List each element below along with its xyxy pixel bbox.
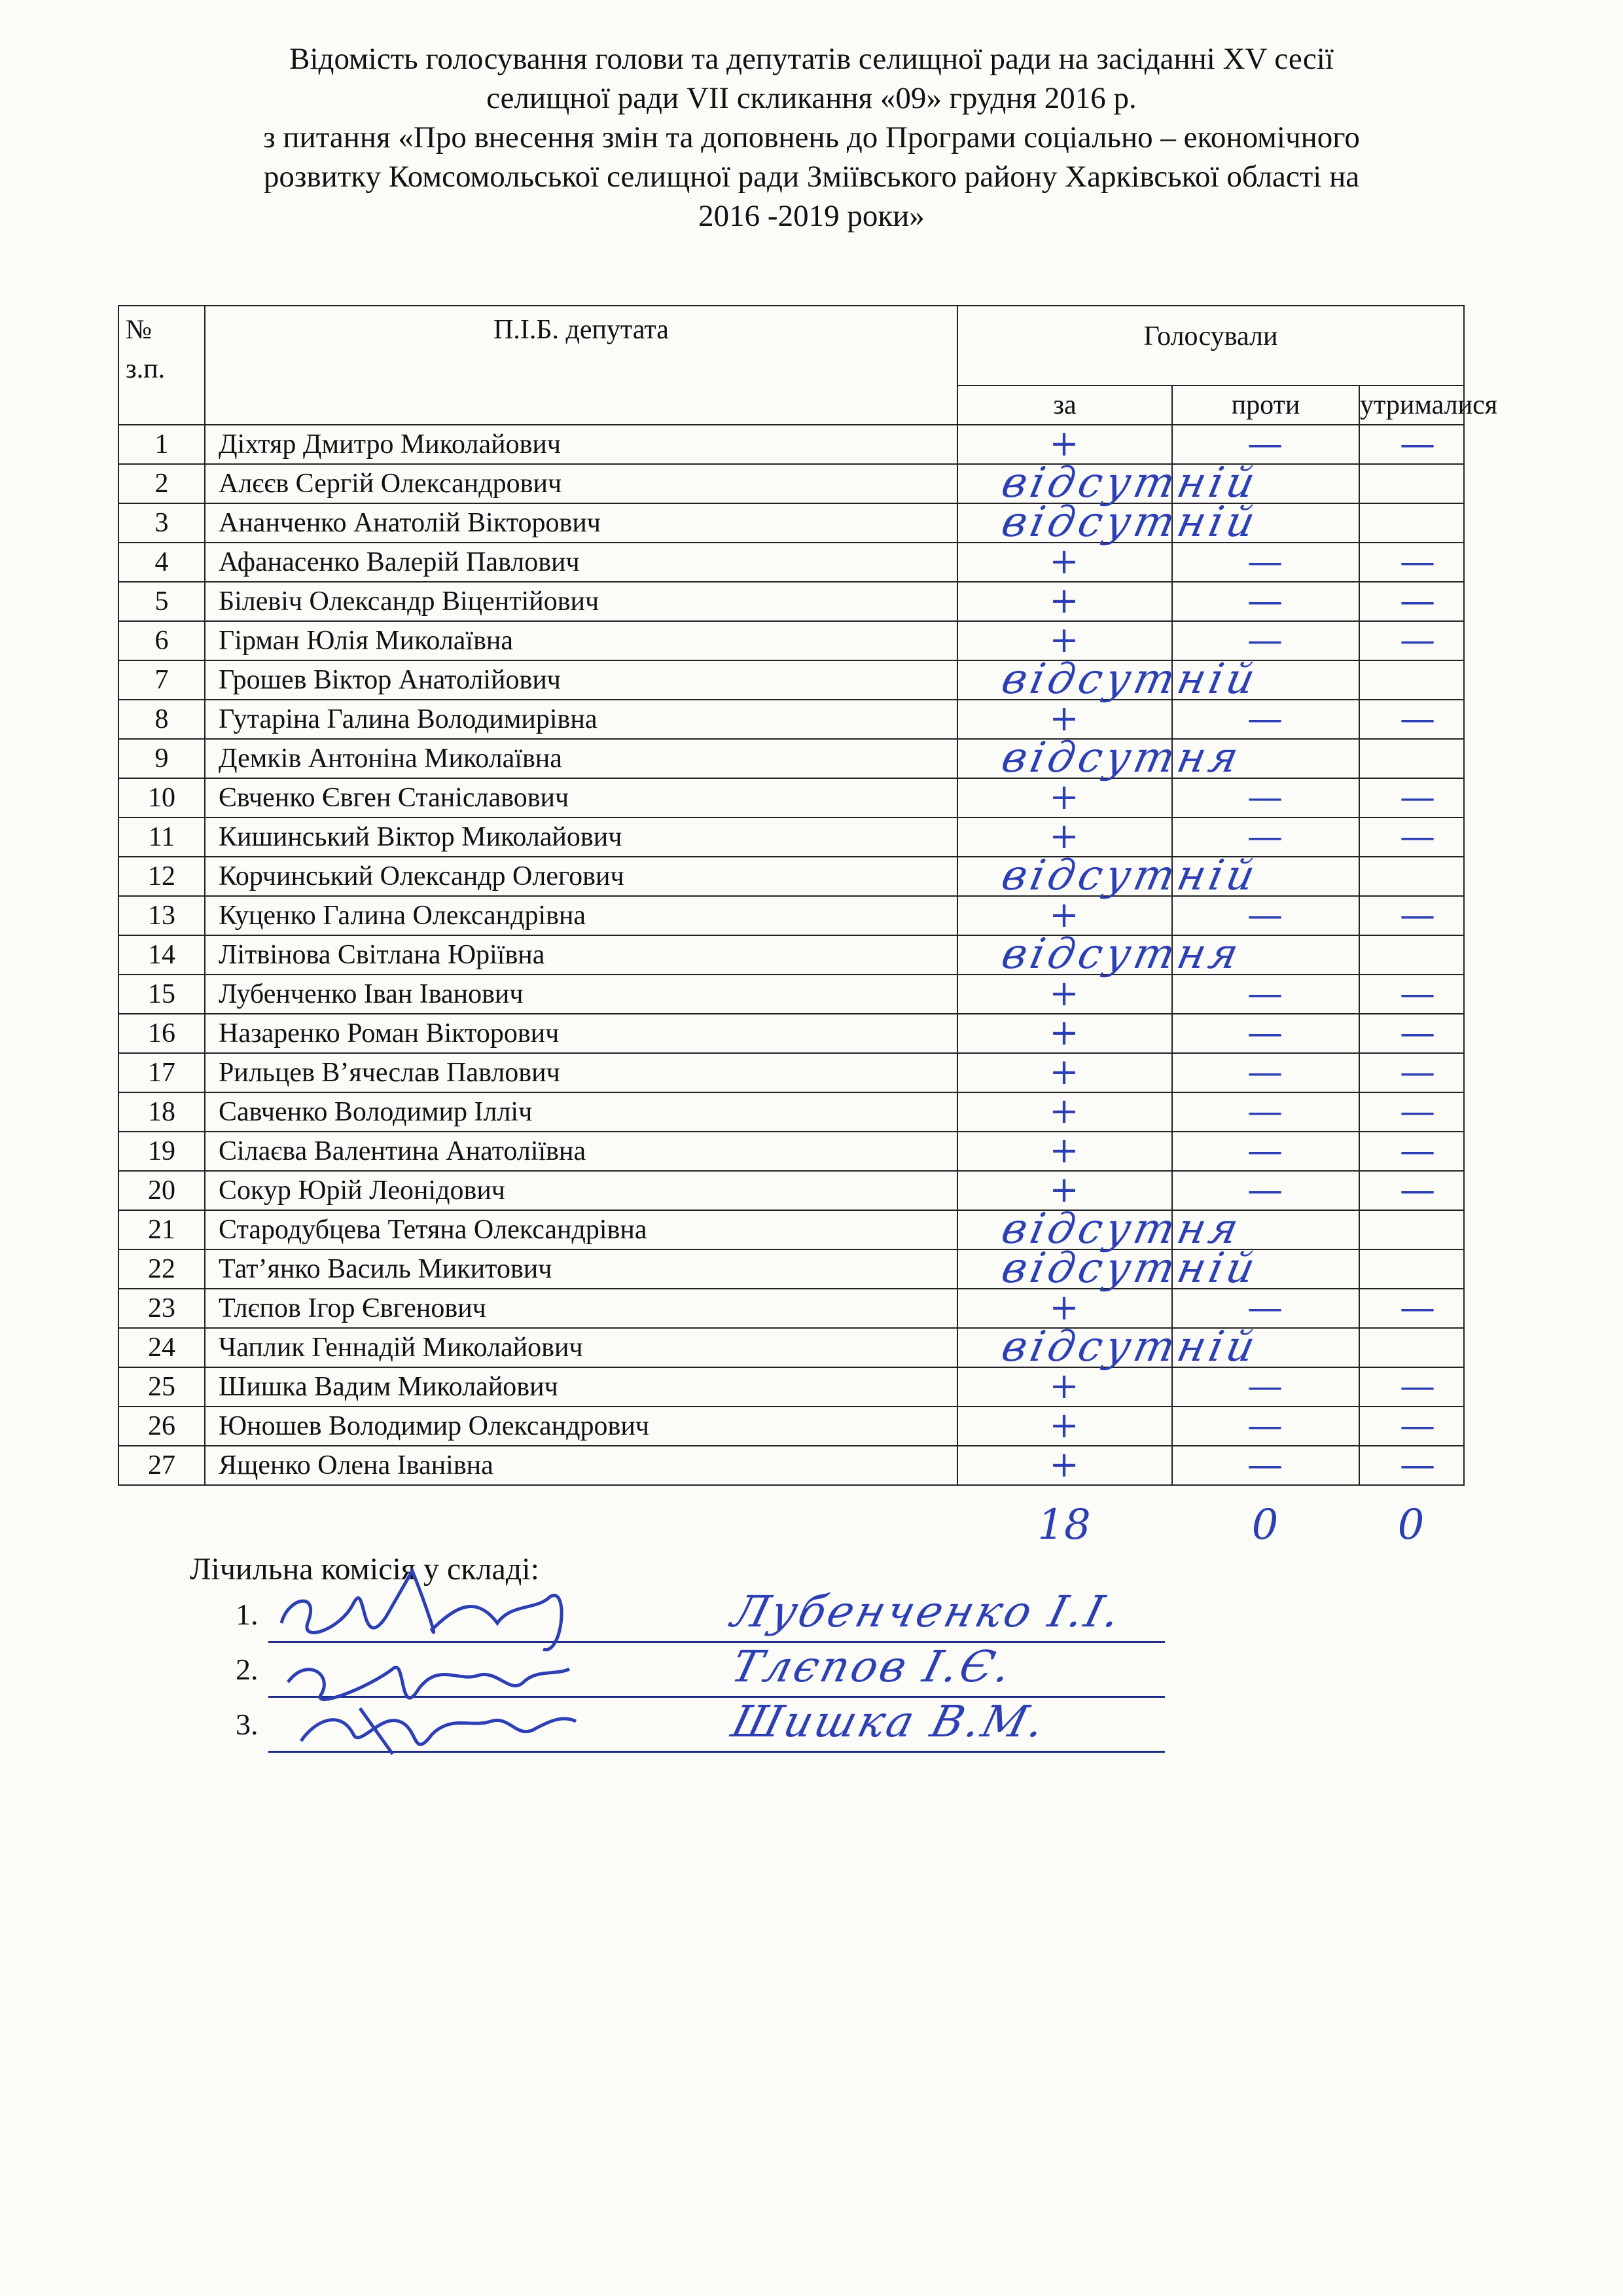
header-against: проти bbox=[1172, 386, 1359, 425]
vote-abstained-mark: — bbox=[1400, 1287, 1435, 1328]
vote-abstained-mark: — bbox=[1400, 1444, 1435, 1485]
absent-note: відсутній bbox=[997, 498, 1263, 547]
vote-abstained-mark: — bbox=[1400, 894, 1435, 935]
deputy-name: Кишинський Віктор Миколайович bbox=[205, 817, 957, 857]
absent-note: відсутній bbox=[997, 852, 1263, 900]
vote-against-mark: — bbox=[1247, 1012, 1283, 1053]
row-number: 23 bbox=[118, 1289, 205, 1328]
vote-for-mark: + bbox=[1049, 619, 1079, 660]
vote-for-mark: + bbox=[1049, 1365, 1079, 1407]
row-number: 3 bbox=[118, 503, 205, 543]
row-number: 9 bbox=[118, 739, 205, 778]
deputy-name: Сілаєва Валентина Анатоліївна bbox=[205, 1132, 957, 1171]
vote-for-mark: + bbox=[1049, 1051, 1079, 1092]
header-deputy-name: П.І.Б. депутата bbox=[205, 306, 957, 425]
deputy-name: Літвінова Світлана Юріївна bbox=[205, 935, 957, 975]
row-number: 1 bbox=[118, 425, 205, 464]
vote-for-mark: + bbox=[1049, 580, 1079, 621]
row-number: 10 bbox=[118, 778, 205, 817]
vote-for-mark: + bbox=[1049, 698, 1079, 739]
absent-note: відсутня bbox=[997, 734, 1247, 782]
vote-abstained-cell bbox=[1359, 1210, 1464, 1249]
heading-line-4: розвитку Комсомольської селищної ради Зміївського району Харківської області на bbox=[263, 160, 1360, 194]
vote-abstained-cell bbox=[1359, 1249, 1464, 1289]
deputy-name: Білевіч Олександр Віцентійович bbox=[205, 582, 957, 621]
absent-note: відсутній bbox=[997, 1244, 1263, 1293]
vote-abstained-cell bbox=[1359, 503, 1464, 543]
header-voted: Голосували bbox=[957, 306, 1464, 386]
row-number: 7 bbox=[118, 660, 205, 700]
vote-abstained-mark: — bbox=[1400, 580, 1435, 621]
row-number: 13 bbox=[118, 896, 205, 935]
member-name: Тлєпов І.Є. bbox=[726, 1641, 1019, 1692]
deputy-name: Юношев Володимир Олександрович bbox=[205, 1407, 957, 1446]
row-number: 22 bbox=[118, 1249, 205, 1289]
document-heading bbox=[118, 39, 1505, 236]
table-row bbox=[118, 1249, 1464, 1289]
vote-abstained-mark: — bbox=[1400, 541, 1435, 582]
vote-against-mark: — bbox=[1247, 1405, 1283, 1446]
commission-label: Лічильна комісія у складі: bbox=[190, 1552, 539, 1587]
vote-for-mark: + bbox=[1049, 776, 1079, 817]
vote-abstained-mark: — bbox=[1400, 698, 1435, 739]
row-number: 19 bbox=[118, 1132, 205, 1171]
row-number: 12 bbox=[118, 857, 205, 896]
vote-abstained-mark: — bbox=[1400, 1130, 1435, 1171]
vote-for-mark: + bbox=[1049, 973, 1079, 1014]
total-for: 18 bbox=[1037, 1501, 1091, 1549]
vote-against-mark: — bbox=[1247, 698, 1283, 739]
vote-abstained-cell bbox=[1359, 935, 1464, 975]
vote-for-mark: + bbox=[1049, 541, 1079, 582]
header-number: № з.п. bbox=[118, 306, 205, 425]
table-row bbox=[118, 1328, 1464, 1367]
vote-against-mark: — bbox=[1247, 894, 1283, 935]
absent-note: відсутній bbox=[997, 655, 1263, 704]
deputy-name: Афанасенко Валерій Павлович bbox=[205, 543, 957, 582]
deputy-name: Гірман Юлія Миколаївна bbox=[205, 621, 957, 660]
signature-2 bbox=[288, 1667, 569, 1699]
total-against: 0 bbox=[1251, 1501, 1279, 1549]
vote-against-mark: — bbox=[1247, 1365, 1283, 1407]
deputy-name: Гутаріна Галина Володимирівна bbox=[205, 700, 957, 739]
row-number: 6 bbox=[118, 621, 205, 660]
deputy-name: Демків Антоніна Миколаївна bbox=[205, 739, 957, 778]
signatures bbox=[262, 1525, 628, 1761]
heading-line-1: Відомість голосування голови та депутатів селищної ради на засіданні XV сесії bbox=[289, 42, 1334, 76]
table-row bbox=[118, 660, 1464, 700]
deputy-name: Тлєпов Ігор Євгенович bbox=[205, 1289, 957, 1328]
row-number: 11 bbox=[118, 817, 205, 857]
row-number: 25 bbox=[118, 1367, 205, 1407]
table-row bbox=[118, 857, 1464, 896]
vote-against-mark: — bbox=[1247, 1090, 1283, 1132]
vote-against-mark: — bbox=[1247, 1287, 1283, 1328]
header-for: за bbox=[957, 386, 1172, 425]
vote-against-mark: — bbox=[1247, 973, 1283, 1014]
commission-member-2: 2. Тлєпов І.Є. bbox=[236, 1652, 1165, 1704]
vote-for-mark: + bbox=[1049, 1012, 1079, 1053]
vote-against-mark: — bbox=[1247, 423, 1283, 464]
deputy-name: Стародубцева Тетяна Олександрівна bbox=[205, 1210, 957, 1249]
deputy-name: Шишка Вадим Миколайович bbox=[205, 1367, 957, 1407]
vote-against-mark: — bbox=[1247, 1130, 1283, 1171]
heading-line-2: селищної ради VII скликання «09» грудня 2016 р. bbox=[486, 81, 1137, 115]
signature-1 bbox=[281, 1571, 562, 1650]
member-name: Лубенченко І.І. bbox=[726, 1587, 1128, 1637]
vote-abstained-mark: — bbox=[1400, 1090, 1435, 1132]
vote-against-mark: — bbox=[1247, 541, 1283, 582]
vote-abstained-cell bbox=[1359, 857, 1464, 896]
deputy-name: Євченко Євген Станіславович bbox=[205, 778, 957, 817]
vote-against-mark: — bbox=[1247, 580, 1283, 621]
vote-abstained-cell bbox=[1359, 660, 1464, 700]
vote-abstained-cell bbox=[1359, 464, 1464, 503]
row-number: 15 bbox=[118, 975, 205, 1014]
row-number: 21 bbox=[118, 1210, 205, 1249]
commission-member-3: 3. Шишка В.М. bbox=[236, 1707, 1165, 1759]
absent-note: відсутній bbox=[997, 459, 1263, 507]
vote-for-mark: + bbox=[1049, 1130, 1079, 1171]
absent-note: відсутня bbox=[997, 930, 1247, 978]
vote-for-mark: + bbox=[1049, 816, 1079, 857]
deputy-name: Корчинський Олександр Олегович bbox=[205, 857, 957, 896]
vote-against-mark: — bbox=[1247, 619, 1283, 660]
row-number: 24 bbox=[118, 1328, 205, 1367]
vote-for-mark: + bbox=[1049, 1090, 1079, 1132]
vote-abstained-mark: — bbox=[1400, 816, 1435, 857]
deputy-name: Лубенченко Іван Іванович bbox=[205, 975, 957, 1014]
table-row bbox=[118, 1210, 1464, 1249]
vote-abstained-mark: — bbox=[1400, 619, 1435, 660]
absent-note: відсутній bbox=[997, 1323, 1263, 1371]
deputy-name: Ананченко Анатолій Вікторович bbox=[205, 503, 957, 543]
signature-3 bbox=[301, 1708, 576, 1754]
vote-for-mark: + bbox=[1049, 1444, 1079, 1485]
row-number: 8 bbox=[118, 700, 205, 739]
deputy-name: Грошев Віктор Анатолійович bbox=[205, 660, 957, 700]
heading-line-5: 2016 -2019 роки» bbox=[698, 199, 925, 233]
vote-abstained-mark: — bbox=[1400, 776, 1435, 817]
deputy-name: Савченко Володимир Ілліч bbox=[205, 1092, 957, 1132]
member-name: Шишка В.М. bbox=[726, 1696, 1052, 1747]
vote-against-mark: — bbox=[1247, 1051, 1283, 1092]
deputy-name: Назаренко Роман Вікторович bbox=[205, 1014, 957, 1053]
vote-abstained-mark: — bbox=[1400, 423, 1435, 464]
vote-for-mark: + bbox=[1049, 894, 1079, 935]
row-number: 2 bbox=[118, 464, 205, 503]
header-abstained: утрималися bbox=[1359, 386, 1464, 425]
table-row bbox=[118, 739, 1464, 778]
row-number: 26 bbox=[118, 1407, 205, 1446]
deputy-name: Ященко Олена Іванівна bbox=[205, 1446, 957, 1485]
vote-against-mark: — bbox=[1247, 816, 1283, 857]
vote-abstained-cell bbox=[1359, 739, 1464, 778]
row-number: 14 bbox=[118, 935, 205, 975]
vote-abstained-mark: — bbox=[1400, 1365, 1435, 1407]
row-number: 17 bbox=[118, 1053, 205, 1092]
vote-abstained-mark: — bbox=[1400, 1405, 1435, 1446]
table-row bbox=[118, 503, 1464, 543]
deputy-name: Чаплик Геннадій Миколайович bbox=[205, 1328, 957, 1367]
deputy-name: Діхтяр Дмитро Миколайович bbox=[205, 425, 957, 464]
table-row bbox=[118, 935, 1464, 975]
deputy-name: Рильцев В’ячеслав Павлович bbox=[205, 1053, 957, 1092]
deputy-name: Сокур Юрій Леонідович bbox=[205, 1171, 957, 1210]
row-number: 18 bbox=[118, 1092, 205, 1132]
row-number: 20 bbox=[118, 1171, 205, 1210]
row-number: 4 bbox=[118, 543, 205, 582]
vote-abstained-mark: — bbox=[1400, 1012, 1435, 1053]
commission-member-1: 1. Лубенченко І.І. bbox=[236, 1597, 1165, 1649]
row-number: 16 bbox=[118, 1014, 205, 1053]
table-row bbox=[118, 464, 1464, 503]
absent-note: відсутня bbox=[997, 1205, 1247, 1253]
vote-for-mark: + bbox=[1049, 1287, 1079, 1328]
vote-abstained-mark: — bbox=[1400, 1169, 1435, 1210]
heading-line-3: з питання «Про внесення змін та доповнень до Програми соціально – економічного bbox=[263, 120, 1360, 154]
deputy-name: Алєєв Сергій Олександрович bbox=[205, 464, 957, 503]
vote-against-mark: — bbox=[1247, 1444, 1283, 1485]
vote-abstained-mark: — bbox=[1400, 973, 1435, 1014]
vote-abstained-mark: — bbox=[1400, 1051, 1435, 1092]
vote-against-mark: — bbox=[1247, 1169, 1283, 1210]
deputy-name: Тат’янко Василь Микитович bbox=[205, 1249, 957, 1289]
vote-for-mark: + bbox=[1049, 1169, 1079, 1210]
vote-abstained-cell bbox=[1359, 1328, 1464, 1367]
vote-against-mark: — bbox=[1247, 776, 1283, 817]
row-number: 5 bbox=[118, 582, 205, 621]
total-abstained: 0 bbox=[1397, 1501, 1425, 1549]
deputy-name: Куценко Галина Олександрівна bbox=[205, 896, 957, 935]
vote-for-mark: + bbox=[1049, 1405, 1079, 1446]
row-number: 27 bbox=[118, 1446, 205, 1485]
vote-for-mark: + bbox=[1049, 423, 1079, 464]
